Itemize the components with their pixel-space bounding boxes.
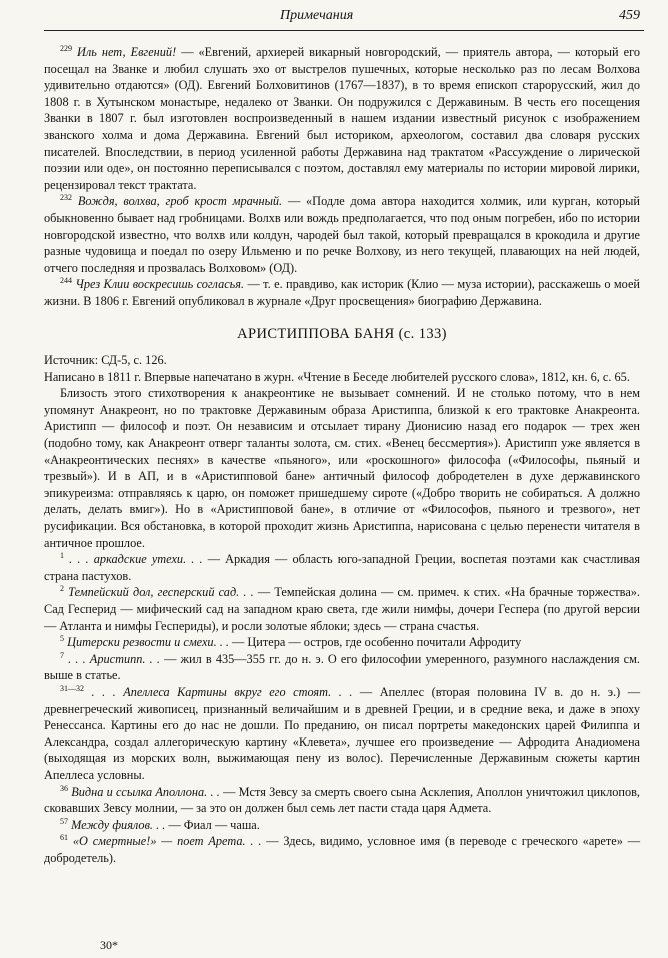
note-number: 232 [60, 193, 72, 203]
note-number: 2 [60, 584, 64, 594]
note-text: — Здесь, видимо, условное имя (в переводе с греческого «арете» — добродетель). [44, 834, 640, 865]
note-number: 5 [60, 634, 64, 644]
note-text: — Цитера — остров, где особенно почитали Афродиту [228, 635, 522, 650]
note [44, 634, 640, 651]
note-number: 7 [60, 650, 64, 660]
note-lemma: . . . аркадские утехи. . . [69, 552, 203, 567]
header-rule [44, 30, 644, 31]
note-number: 57 [60, 816, 68, 826]
note [44, 193, 640, 276]
note [44, 551, 640, 584]
note-number: 31—32 [60, 683, 84, 693]
note [44, 833, 640, 866]
note-text: — Темпейская долина — см. примеч. к стих. «На брачные торжества». Сад Гесперид — мифический сад на западном краю света, где жили нимфы, дочери Геспера (по другой версии — Атланта и нимфы Геспериды), и росли золотые яблоки; здесь — страна счастья. [44, 585, 640, 633]
main-text [44, 44, 640, 867]
note-text: — жил в 435—355 гг. до н. э. О его философии умеренного, разумного наслаждения см. выше в статье. [44, 651, 640, 683]
note-text: — «Подле дома автора находится холмик, или курган, который обыкновенно бывает над гробницами. Волхв или вождь предполагается, что под оным погребен, ибо по истории новгородской известно, что волхв или колдун, чародей был такой, который превращался в крокодила и другие разные чудовища и поедал по озеру Ильменю и по речке Волхову, из него текущей, плавающих на ней людей, отчего последняя и прозвалась Волховом» (ОД). [44, 194, 640, 275]
note-number: 61 [60, 833, 68, 843]
note-lemma: Видна и ссылка Аполлона. . . [71, 784, 220, 799]
note-number: 229 [60, 43, 72, 53]
note-lemma: Иль нет, Евгений! [77, 45, 177, 59]
note-text: — Аркадия — область юго-западной Греции, воспетая поэтами как счастливая страна пастухов. [44, 552, 641, 583]
note-text: — Мстя Зевсу за смерть своего сына Асклепия, Аполлон уничтожил циклопов, сковавших Зевсу молнии, — за это он должен был семь лет пасти стада царя Адмета. [44, 784, 640, 816]
note-lemma: Между фиялов. . . [71, 817, 166, 832]
note-number: 1 [60, 551, 64, 561]
note-lemma: . . . Аристипп. . . [68, 651, 160, 666]
note-lemma: Чрез Клии воскресишь согласья. [75, 277, 245, 292]
note [44, 584, 640, 634]
note-number: 36 [60, 783, 68, 793]
section-title: АРИСТИППОВА БАНЯ (с. 133) [237, 325, 447, 342]
note [44, 817, 640, 834]
page-number: 459 [619, 8, 640, 23]
note [44, 651, 640, 684]
note-text: — Фиал — чаша. [165, 817, 260, 832]
note-text: — «Евгений, архиерей викарный новгородский, — приятель автора, — который его посещал на Званке и любил слушать эхо от выстрелов пушечных, которые несколько раз по лесам Волхова удивительно отдаются» (ОД). Евгений Болховитинов (1767—1837), в то время епископ старорусский, жил до 1808 г. в Хутынском монастыре, недалеко от Званки. Он подружился с Державиным. В честь его посещения Званки в 1807 г. был изготовлен воспроизведенный в нашем издании известный рисунок с изображением званского холма и дома Державина. Евгений был историком, археологом, составил два словаря русских писателей. Впоследствии, в период усиленной работы Державина над трактатом «Рассуждение о лирической поэзии или оде», он постоянно переписывался с поэтом, доставлял ему материалы по истории мировой лирики, рецензировал текст трактата. [44, 45, 640, 192]
note-lemma: Цитерски резвости и смехи. . . [67, 635, 229, 650]
note [44, 276, 640, 309]
note-number: 244 [60, 276, 72, 286]
commentary-paragraph: Близость этого стихотворения к анакреонтике не вызывает сомнений. И не столько потому, что в нем упомянут Анакреонт, но по трактовке Державиным образа Аристиппа, близкой к его трактовке Анакреонта. Аристипп — философ и поэт. Он независим и отсылает тирану Дионисию назад его подарок — трех жен (подобно тому, как Анакреонт отверг таланты золота, см. стих. «Венец бессмертия»). Аристипп уже является в «Анакреонтических песнях» в качестве «пьяного», или «роскошного» философа («Философы, пьяный и трезвый»). И в АП, и в «Аристипповой бане» античный философ добродетелен в духе державинского эпикуреизма: отправляясь к царю, он поможет пришедшему сироте («Добро творить не собираться. А должно делать, делать вмиг»). Но в «Аристипповой бане», в отличие от «Философов, пьяного и трезвого», нет русификации. Вся обстановка, в которой проходит жизнь Аристиппа, нарисована с целью перенести читателя в античное прошлое. [44, 386, 640, 550]
running-header-title: Примечания [280, 8, 354, 23]
note-lemma: Темпейский дол, гесперский сад. . . [68, 585, 254, 600]
source-line: Источник: СД-5, с. 126. [44, 353, 167, 368]
note-lemma: «О смертные!» — поет Арета. . . [72, 834, 262, 849]
note [44, 44, 640, 193]
note-lemma: . . . Апеллеса Картины вкруг его стоят. . . [91, 684, 353, 699]
note-lemma: Вождя, волхва, гроб крост мрачный. [77, 194, 283, 209]
note [44, 684, 640, 784]
publication-line: Написано в 1811 г. Впервые напечатано в журн. «Чтение в Беседе любителей русского слова», 1812, кн. 6, с. 65. [44, 369, 630, 384]
signature-mark: 30* [100, 938, 118, 952]
note [44, 784, 640, 817]
note-text: — Апеллес (вторая половина IV в. до н. э.) — древнегреческий живописец, признанный величайшим и в древней Греции, и в средние века, и даже в эпоху Ренессанса. Картины его до нас не дошли. По преданию, он писал портреты македонских царей Филиппа и Александра, создал аллегорическую картину «Клевета», лучшее его произведение — Афродита Анадиомена (выходящая из морских волн, выжимающая пену из волос). Перечисленные Державиным сюжеты картин Апеллеса условны. [44, 684, 641, 782]
note-text: — т. е. правдиво, как историк (Клио — муза истории), расскажешь о моей жизни. В 1806 г. Евгений опубликовал в журнале «Друг просвещения» биографию Державина. [44, 277, 640, 308]
